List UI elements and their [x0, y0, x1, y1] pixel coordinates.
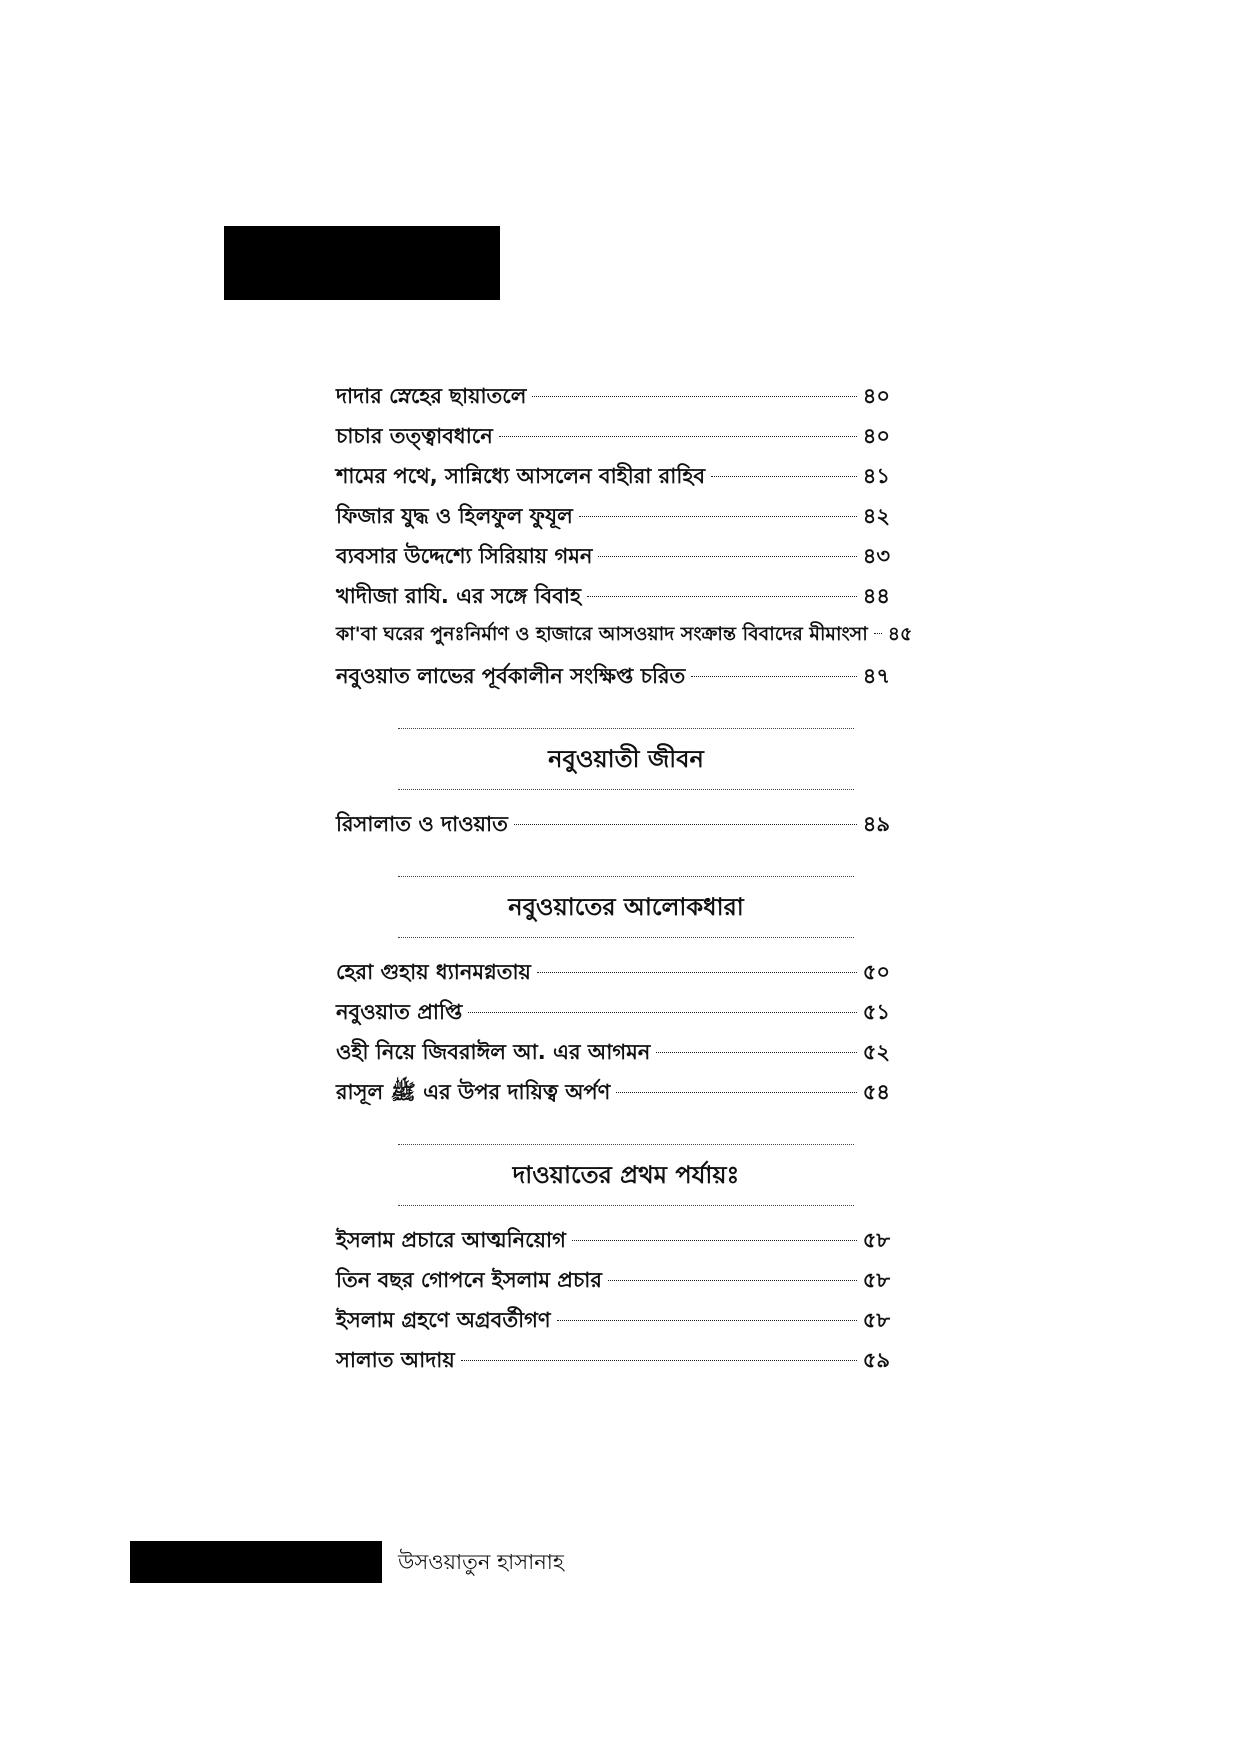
footer-redaction-block — [130, 1541, 382, 1583]
dot-leader — [656, 1052, 856, 1053]
dot-leader — [461, 1360, 857, 1361]
toc-entry[interactable] — [336, 1076, 890, 1116]
dot-leader — [537, 972, 857, 973]
dot-leader — [598, 556, 856, 557]
toc-entry[interactable] — [336, 380, 890, 420]
footer-book-title: উসওয়াতুন হাসানাহ — [398, 1550, 564, 1574]
toc-entry[interactable] — [336, 1036, 890, 1076]
toc-entry-page: ৫১ — [862, 1000, 890, 1024]
dot-leader — [572, 1240, 857, 1241]
toc-entry-page: ৫৮ — [862, 1308, 890, 1332]
toc-entry-title: তিন বছর গোপনে ইসলাম প্রচার — [336, 1268, 602, 1292]
section-heading: নবুওয়াতের আলোকধারা — [508, 893, 744, 921]
toc-entry-title: রিসালাত ও দাওয়াত — [336, 812, 508, 836]
toc-entry[interactable] — [336, 540, 890, 580]
section-rule-bottom — [398, 937, 854, 938]
dot-leader — [532, 396, 856, 397]
dot-leader — [579, 516, 857, 517]
toc-entry-title: ফিজার যুদ্ধ ও হিলফুল ফুযূল — [336, 504, 573, 528]
dot-leader — [514, 824, 857, 825]
toc-section-1 — [336, 728, 890, 848]
toc-entry-title: ইসলাম প্রচারে আত্মনিয়োগ — [336, 1228, 566, 1252]
toc-entry-page: ৫৮ — [862, 1268, 890, 1292]
toc-entry-title: ওহী নিয়ে জিবরাঈল আ. এর আগমন — [336, 1040, 651, 1064]
toc-entry[interactable] — [336, 1264, 890, 1304]
toc-entry-page: ৪৪ — [862, 584, 890, 608]
toc-entry-title: শামের পথে, সান্নিধ্যে আসলেন বাহীরা রাহিব — [336, 464, 706, 488]
section-rule-bottom — [398, 789, 854, 790]
toc-entry-page: ৫৮ — [862, 1228, 890, 1252]
toc-entry-page: ৫৯ — [862, 1348, 890, 1372]
dot-leader — [691, 676, 856, 677]
toc-entry-title: রাসূল ﷺ এর উপর দায়িত্ব অর্পণ — [336, 1080, 611, 1104]
toc-entry-page: ৪১ — [862, 464, 890, 488]
toc-entry[interactable] — [336, 660, 890, 700]
toc-entry-page: ৫২ — [862, 1040, 890, 1064]
toc-entry-title: দাদার স্নেহের ছায়াতলে — [336, 384, 527, 408]
toc-entry-title: ইসলাম গ্রহণে অগ্রবর্তীগণ — [336, 1308, 551, 1332]
toc-entry[interactable] — [336, 620, 913, 660]
toc-entry-title: নবুওয়াত লাভের পূর্বকালীন সংক্ষিপ্ত চরিত — [336, 664, 686, 688]
toc-entry[interactable] — [336, 1304, 890, 1344]
toc-entry-title: কা'বা ঘরের পুনঃনির্মাণ ও হাজারে আসওয়াদ সংক্রান্ত বিবাদের মীমাংসা — [336, 623, 868, 645]
dot-leader — [557, 1320, 857, 1321]
toc-entry-title: নবুওয়াত প্রাপ্তি — [336, 1000, 463, 1024]
toc-entry-page: ৪৩ — [862, 544, 890, 568]
toc-entry[interactable] — [336, 808, 890, 848]
toc-entry-page: ৪৭ — [862, 664, 890, 688]
section-heading: নবুওয়াতী জীবন — [548, 745, 704, 773]
toc-entry[interactable] — [336, 1344, 890, 1384]
toc-entry[interactable] — [336, 580, 890, 620]
toc-entry[interactable] — [336, 460, 890, 500]
toc-entry-page: ৪৯ — [862, 812, 890, 836]
toc-entry-page: ৫০ — [862, 960, 890, 984]
dot-leader — [468, 1012, 856, 1013]
toc-entry-page: ৫৪ — [862, 1080, 890, 1104]
dot-leader — [874, 633, 882, 634]
toc-entry[interactable] — [336, 956, 890, 996]
header-redaction-block — [224, 226, 500, 300]
toc-entry-title: চাচার তত্ত্বাবধানে — [336, 424, 493, 448]
toc-section-2 — [336, 876, 890, 1116]
toc-entry-page: ৪০ — [862, 384, 890, 408]
toc-entry-title: হেরা গুহায় ধ্যানমগ্নতায় — [336, 960, 531, 984]
toc-entry-page: ৪০ — [862, 424, 890, 448]
toc-entry[interactable] — [336, 1224, 890, 1264]
dot-leader — [616, 1092, 856, 1093]
toc-entry[interactable] — [336, 500, 890, 540]
toc-entry[interactable] — [336, 420, 890, 460]
toc-entry-title: খাদীজা রাযি. এর সঙ্গে বিবাহ — [336, 584, 582, 608]
toc-entry[interactable] — [336, 996, 890, 1036]
section-rule-bottom — [398, 1205, 854, 1206]
toc-section-3 — [336, 1144, 890, 1384]
toc-entry-page: ৪২ — [862, 504, 890, 528]
toc-entry-title: ব্যবসার উদ্দেশ্যে সিরিয়ায় গমন — [336, 544, 593, 568]
toc-entry-page: ৪৫ — [887, 623, 913, 645]
dot-leader — [587, 596, 857, 597]
dot-leader — [711, 476, 857, 477]
toc-entry-title: সালাত আদায় — [336, 1348, 455, 1372]
dot-leader — [608, 1280, 857, 1281]
dot-leader — [499, 436, 857, 437]
section-heading: দাওয়াতের প্রথম পর্যায়ঃ — [512, 1161, 740, 1189]
table-of-contents — [336, 380, 913, 1384]
toc-group-1 — [336, 380, 913, 700]
